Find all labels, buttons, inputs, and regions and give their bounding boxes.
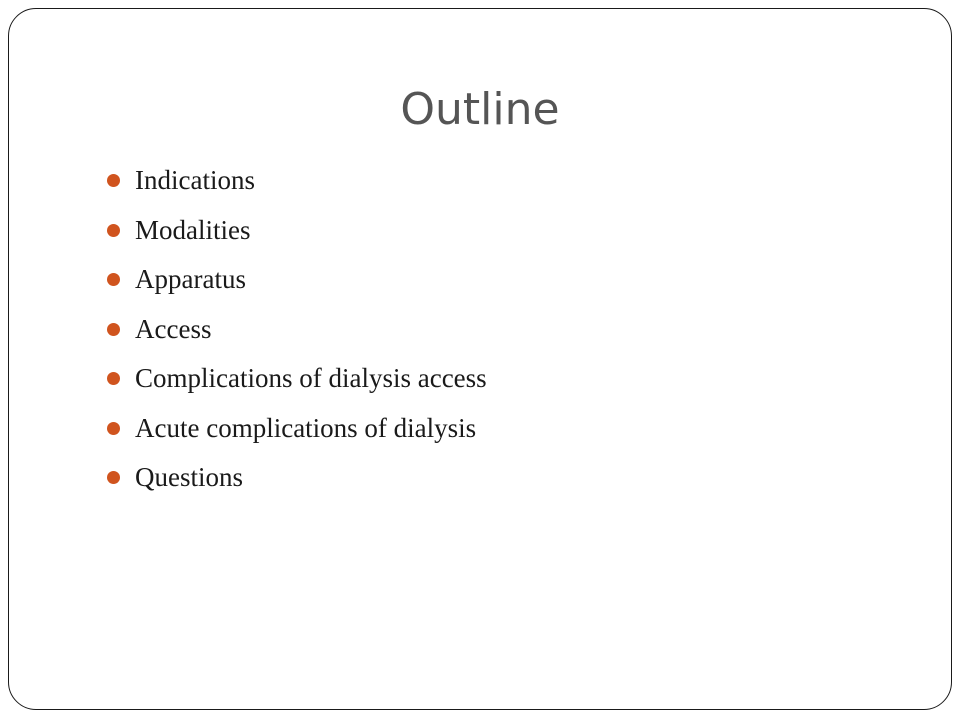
bullet-item-questions bbox=[107, 453, 487, 503]
bullet-item-modalities bbox=[107, 206, 487, 256]
bullet-dot-icon bbox=[107, 372, 120, 385]
bullet-item-indications bbox=[107, 156, 487, 206]
bullet-dot-icon bbox=[107, 224, 120, 237]
bullet-label: Indications bbox=[135, 165, 255, 196]
slide-title: Outline bbox=[400, 84, 560, 135]
bullet-dot-icon bbox=[107, 323, 120, 336]
bullet-label: Apparatus bbox=[135, 264, 246, 295]
bullet-label: Modalities bbox=[135, 214, 251, 245]
bullet-dot-icon bbox=[107, 471, 120, 484]
bullet-dot-icon bbox=[107, 422, 120, 435]
bullet-list bbox=[107, 156, 487, 503]
bullet-dot-icon bbox=[107, 273, 120, 286]
bullet-item-apparatus bbox=[107, 255, 487, 305]
bullet-item-access bbox=[107, 305, 487, 355]
bullet-item-complications-access bbox=[107, 354, 487, 404]
bullet-label: Complications of dialysis access bbox=[135, 363, 487, 394]
bullet-label: Access bbox=[135, 313, 212, 344]
bullet-item-acute-complications bbox=[107, 404, 487, 454]
bullet-dot-icon bbox=[107, 174, 120, 187]
bullet-label: Acute complications of dialysis bbox=[135, 412, 477, 443]
bullet-label: Questions bbox=[135, 462, 243, 493]
